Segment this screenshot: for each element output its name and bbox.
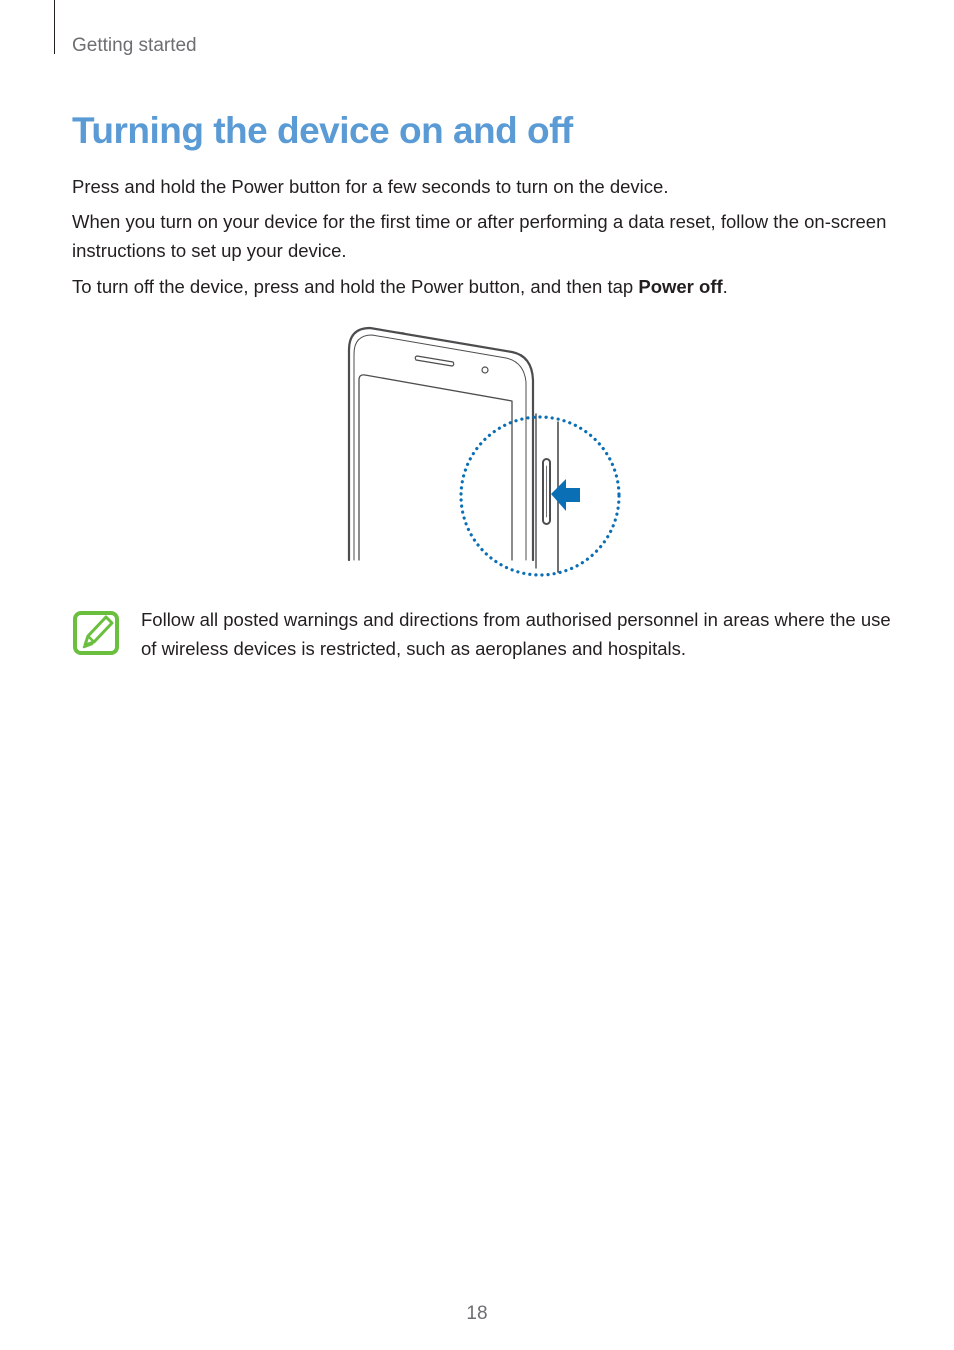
paragraph-power-off-text: To turn off the device, press and hold the Power button, and then tap xyxy=(72,276,639,297)
page-number: 18 xyxy=(466,1303,488,1324)
note-pen-icon xyxy=(72,609,120,657)
highlight-dotted-circle xyxy=(461,417,619,575)
page-title: Turning the device on and off xyxy=(72,110,573,151)
header-rule xyxy=(54,0,55,54)
paragraph-power-off-end: . xyxy=(722,276,728,297)
press-arrow-icon xyxy=(551,479,580,511)
section-header: Getting started xyxy=(72,35,197,56)
power-off-term: Power off xyxy=(638,276,723,297)
phone-outline xyxy=(349,328,558,572)
note-text: Follow all posted warnings and directions from authorised personnel in areas where the use of wireless devices is restricted, such as aeroplanes and hospitals. xyxy=(141,609,891,659)
paragraph-power-on: Press and hold the Power button for a few seconds to turn on the device. xyxy=(72,176,669,197)
paragraph-first-time: When you turn on your device for the first time or after performing a data reset, follow the on-screen instructions to set up your device. xyxy=(72,211,887,261)
device-power-button-illustration xyxy=(340,322,630,584)
paragraph-power-off xyxy=(72,272,890,301)
